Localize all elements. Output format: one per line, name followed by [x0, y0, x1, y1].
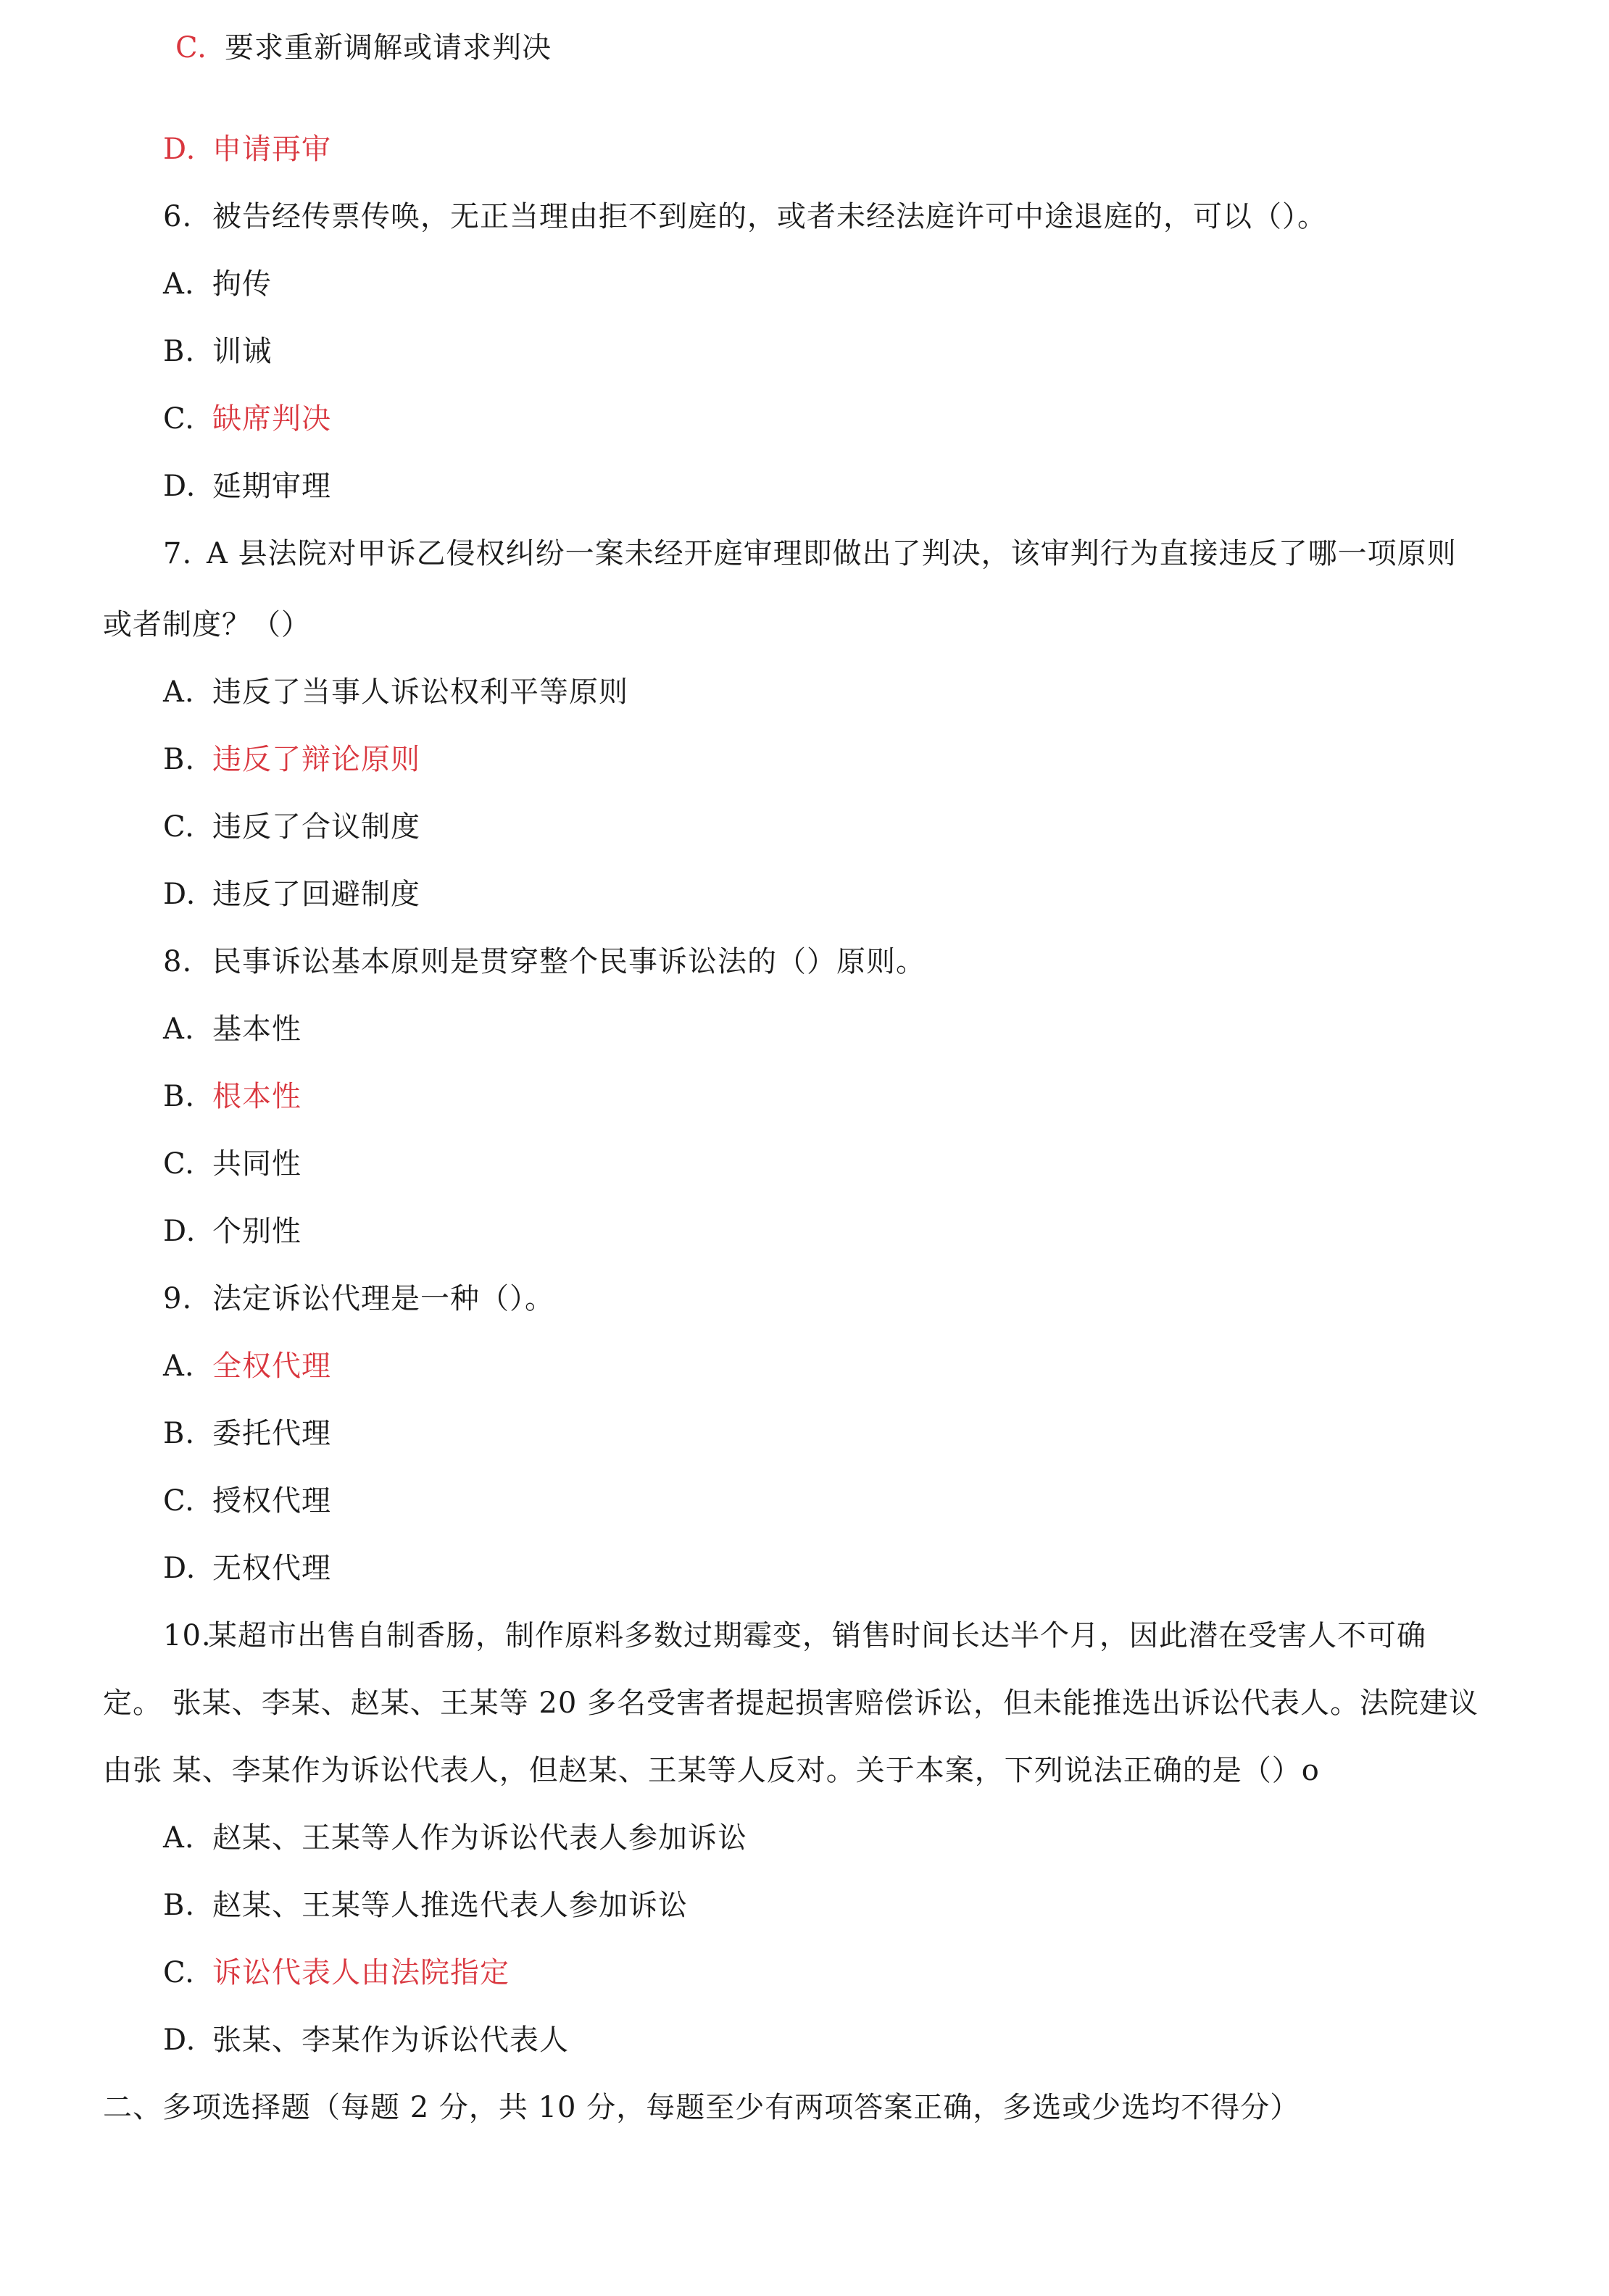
question-text: 法定诉讼代理是一种（）。 [212, 1282, 554, 1315]
option-text: 张某、李某作为诉讼代表人 [212, 2023, 569, 2057]
option-7b [163, 739, 420, 780]
option-label: D. [163, 133, 196, 166]
option-text: 缺席判决 [212, 402, 331, 436]
question-number: 8. [163, 945, 193, 978]
option-9d [163, 1548, 331, 1589]
option-text: 申请再审 [212, 133, 331, 166]
option-text: 基本性 [212, 1012, 302, 1046]
question-10-continued-2 [103, 1750, 1320, 1791]
question-8 [163, 941, 926, 982]
option-label: C. [163, 1956, 195, 1989]
option-5c [175, 28, 552, 68]
option-label: D. [163, 1552, 196, 1585]
option-6a [163, 264, 272, 304]
option-text: 个别性 [212, 1215, 302, 1248]
option-text: 拘传 [212, 267, 272, 301]
option-text: 授权代理 [212, 1484, 331, 1518]
option-9b [163, 1413, 331, 1454]
option-6d [163, 466, 331, 507]
question-number: 7. [163, 537, 193, 570]
question-10 [163, 1615, 1426, 1656]
question-number: 10. [163, 1619, 212, 1652]
option-label: A. [163, 267, 195, 301]
question-9 [163, 1278, 554, 1319]
option-9a [163, 1346, 331, 1386]
option-label: B. [163, 1417, 196, 1450]
option-7c [163, 807, 420, 847]
option-label: B. [163, 743, 196, 776]
question-number: 6. [163, 200, 193, 233]
option-6b [163, 331, 272, 372]
option-label: B. [163, 1080, 196, 1113]
option-10b [163, 1885, 688, 1926]
question-text: A 县法院对甲诉乙侵权纠纷一案未经开庭审理即做出了判决，该审判行为直接违反了哪一项原则 [207, 537, 1457, 570]
option-label: D. [163, 2023, 196, 2057]
option-label: A. [163, 1821, 195, 1855]
option-10c [163, 1952, 510, 1993]
option-text: 赵某、王某等人作为诉讼代表人参加诉讼 [212, 1821, 747, 1855]
option-label: B. [163, 1889, 196, 1922]
question-text: 被告经传票传唤，无正当理由拒不到庭的，或者未经法庭许可中途退庭的，可以（）。 [212, 200, 1327, 233]
question-7 [163, 533, 1457, 574]
option-9c [163, 1481, 331, 1521]
option-text: 诉讼代表人由法院指定 [212, 1956, 510, 1989]
option-label: D. [163, 878, 196, 911]
option-label: D. [163, 1215, 196, 1248]
question-text: 某超市出售自制香肠，制作原料多数过期霉变，销售时间长达半个月，因此潜在受害人不可确 [208, 1619, 1426, 1652]
option-6c [163, 399, 331, 439]
question-text: 由张 某、李某作为诉讼代表人，但赵某、王某等人反对。关于本案，下列说法正确的是（）o [103, 1754, 1320, 1787]
option-text: 委托代理 [212, 1417, 331, 1450]
option-text: 违反了辩论原则 [212, 743, 420, 776]
question-6 [163, 196, 1327, 237]
option-text: 赵某、王某等人推选代表人参加诉讼 [212, 1889, 688, 1922]
option-7d [163, 874, 420, 915]
section-heading-multiple-choice [103, 2087, 1300, 2128]
option-text: 全权代理 [212, 1349, 331, 1383]
option-8c [163, 1144, 302, 1184]
option-label: B. [163, 335, 196, 368]
option-text: 违反了合议制度 [212, 810, 420, 844]
option-label: C. [163, 402, 195, 436]
option-text: 延期审理 [212, 470, 331, 503]
option-8b [163, 1076, 302, 1117]
option-10d [163, 2020, 569, 2060]
question-7-continued [103, 604, 311, 645]
question-10-continued-1 [103, 1683, 1479, 1723]
option-10a [163, 1818, 747, 1858]
option-label: A. [163, 1012, 195, 1046]
question-text: 定。 张某、李某、赵某、王某等 20 多名受害者提起损害赔偿诉讼，但未能推选出诉讼代表人。法院建议 [103, 1686, 1479, 1720]
option-text: 根本性 [212, 1080, 302, 1113]
option-label: C. [163, 1484, 195, 1518]
option-8d [163, 1211, 302, 1252]
option-5d [163, 129, 331, 170]
option-text: 要求重新调解或请求判决 [225, 31, 552, 65]
option-label: C. [175, 31, 207, 65]
option-text: 训诫 [212, 335, 272, 368]
option-text: 无权代理 [212, 1552, 331, 1585]
option-text: 违反了回避制度 [212, 878, 420, 911]
option-label: C. [163, 810, 195, 844]
option-text: 共同性 [212, 1147, 302, 1181]
question-text: 或者制度？（） [103, 608, 311, 641]
option-7a [163, 672, 628, 712]
option-label: A. [163, 1349, 195, 1383]
question-number: 9. [163, 1282, 193, 1315]
option-label: A. [163, 675, 195, 709]
section-title: 二、多项选择题（每题 2 分，共 10 分，每题至少有两项答案正确，多选或少选均不得分） [103, 2091, 1300, 2124]
option-label: C. [163, 1147, 195, 1181]
option-8a [163, 1009, 302, 1049]
option-text: 违反了当事人诉讼权利平等原则 [212, 675, 628, 709]
option-label: D. [163, 470, 196, 503]
question-text: 民事诉讼基本原则是贯穿整个民事诉讼法的（）原则。 [212, 945, 926, 978]
